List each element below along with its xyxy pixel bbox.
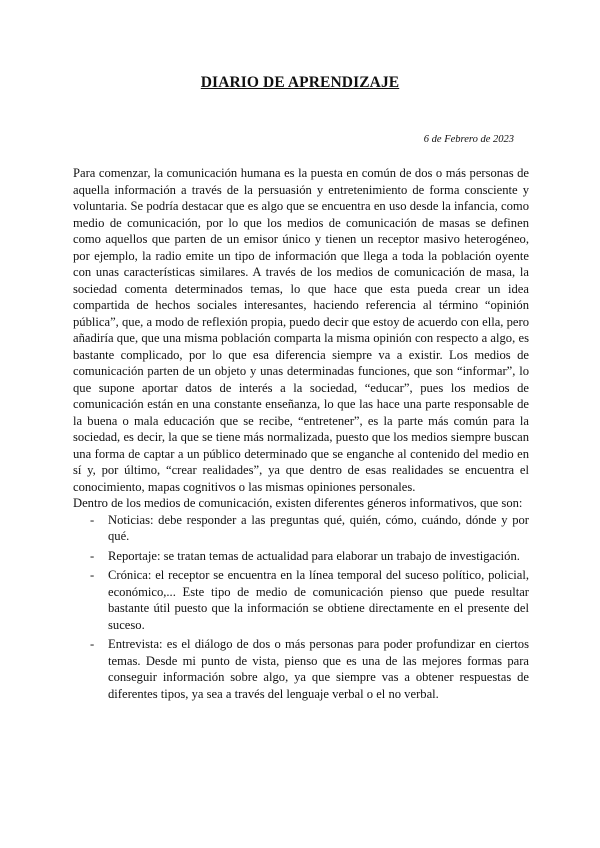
list-item-text: Entrevista: es el diálogo de dos o más personas para poder profundizar en ciertos temas. Desde mi punto de vista, pienso que es una de las mejores formas para conseguir información sobre algo, ya que siempre vas a obtener respuestas de diferentes tipos, ya sea a través del lenguaje verbal o el no verbal. — [108, 637, 529, 701]
document-body — [73, 165, 529, 705]
bullet-dash: - — [90, 548, 95, 563]
genres-intro-paragraph: Dentro de los medios de comunicación, existen diferentes géneros informativos, que son: — [73, 496, 523, 510]
list-item — [73, 512, 529, 545]
list-item — [73, 567, 529, 633]
intro-paragraph: Para comenzar, la comunicación humana es la puesta en común de dos o más personas de aquella información a través de la persuasión y entretenimiento de forma consciente y voluntaria. Se podría destacar que es algo que se encuentra en uso desde la infancia, como medio de comunicación, por lo que los medios de comunicación de masas se definen como aquellos que parten de un emisor único y tienen un receptor masivo heterogéneo, por ejemplo, la radio emite un tipo de información que llega a toda la población oyente con unas características similares. A través de los medios de comunicación de masa, la sociedad comenta determinados temas, lo que hace que esta pueda crear un idea compartida de hechos sociales interesantes, haciendo referencia al término “opinión pública”, que, a modo de reflexión propia, puedo decir que estoy de acuerdo con ella, pero añadiría que, que una misma población comparta la misma opinión con respecto a algo, es bastante complicado, por lo que esa diferencia siempre va a existir. Los medios de comunicación parten de un objeto y unas determinadas funciones, que son “informar”, lo que supone aportar datos de interés a la sociedad, “educar”, pues los medios de comunicación están en una constante enseñanza, lo que las hace una parte responsable de la buena o mala educación que se recibe, “entretener”, es la parte más común para la sociedad, es decir, la que se tiene más normalizada, puesto que los medios siempre buscan una forma de captar a un público determinado que se enganche al contenido del medio en sí y, por último, “crear realidades”, ya que dentro de esas realidades se encuentra el conocimiento, mapas cognitivos o las mismas opiniones personales. — [73, 166, 529, 494]
list-item — [73, 636, 529, 702]
bullet-dash: - — [90, 512, 95, 527]
list-item-text: Noticias: debe responder a las preguntas qué, quién, cómo, cuándo, dónde y por qué. — [108, 512, 529, 543]
list-item-text: Crónica: el receptor se encuentra en la línea temporal del suceso político, policial, económico,... Este tipo de medio de comunicación pienso que puede resultar bastante útil puesto que la información se obtiene directamente en el presente del suceso. — [108, 568, 529, 632]
document-title: DIARIO DE APRENDIZAJE — [200, 74, 400, 91]
list-item-text: Reportaje: se tratan temas de actualidad para elaborar un trabajo de investigación. — [108, 548, 520, 563]
list-item — [73, 548, 529, 565]
genres-list — [73, 512, 529, 703]
document-date: 6 de Febrero de 2023 — [423, 134, 514, 145]
bullet-dash: - — [90, 568, 95, 582]
bullet-dash: - — [90, 637, 95, 651]
